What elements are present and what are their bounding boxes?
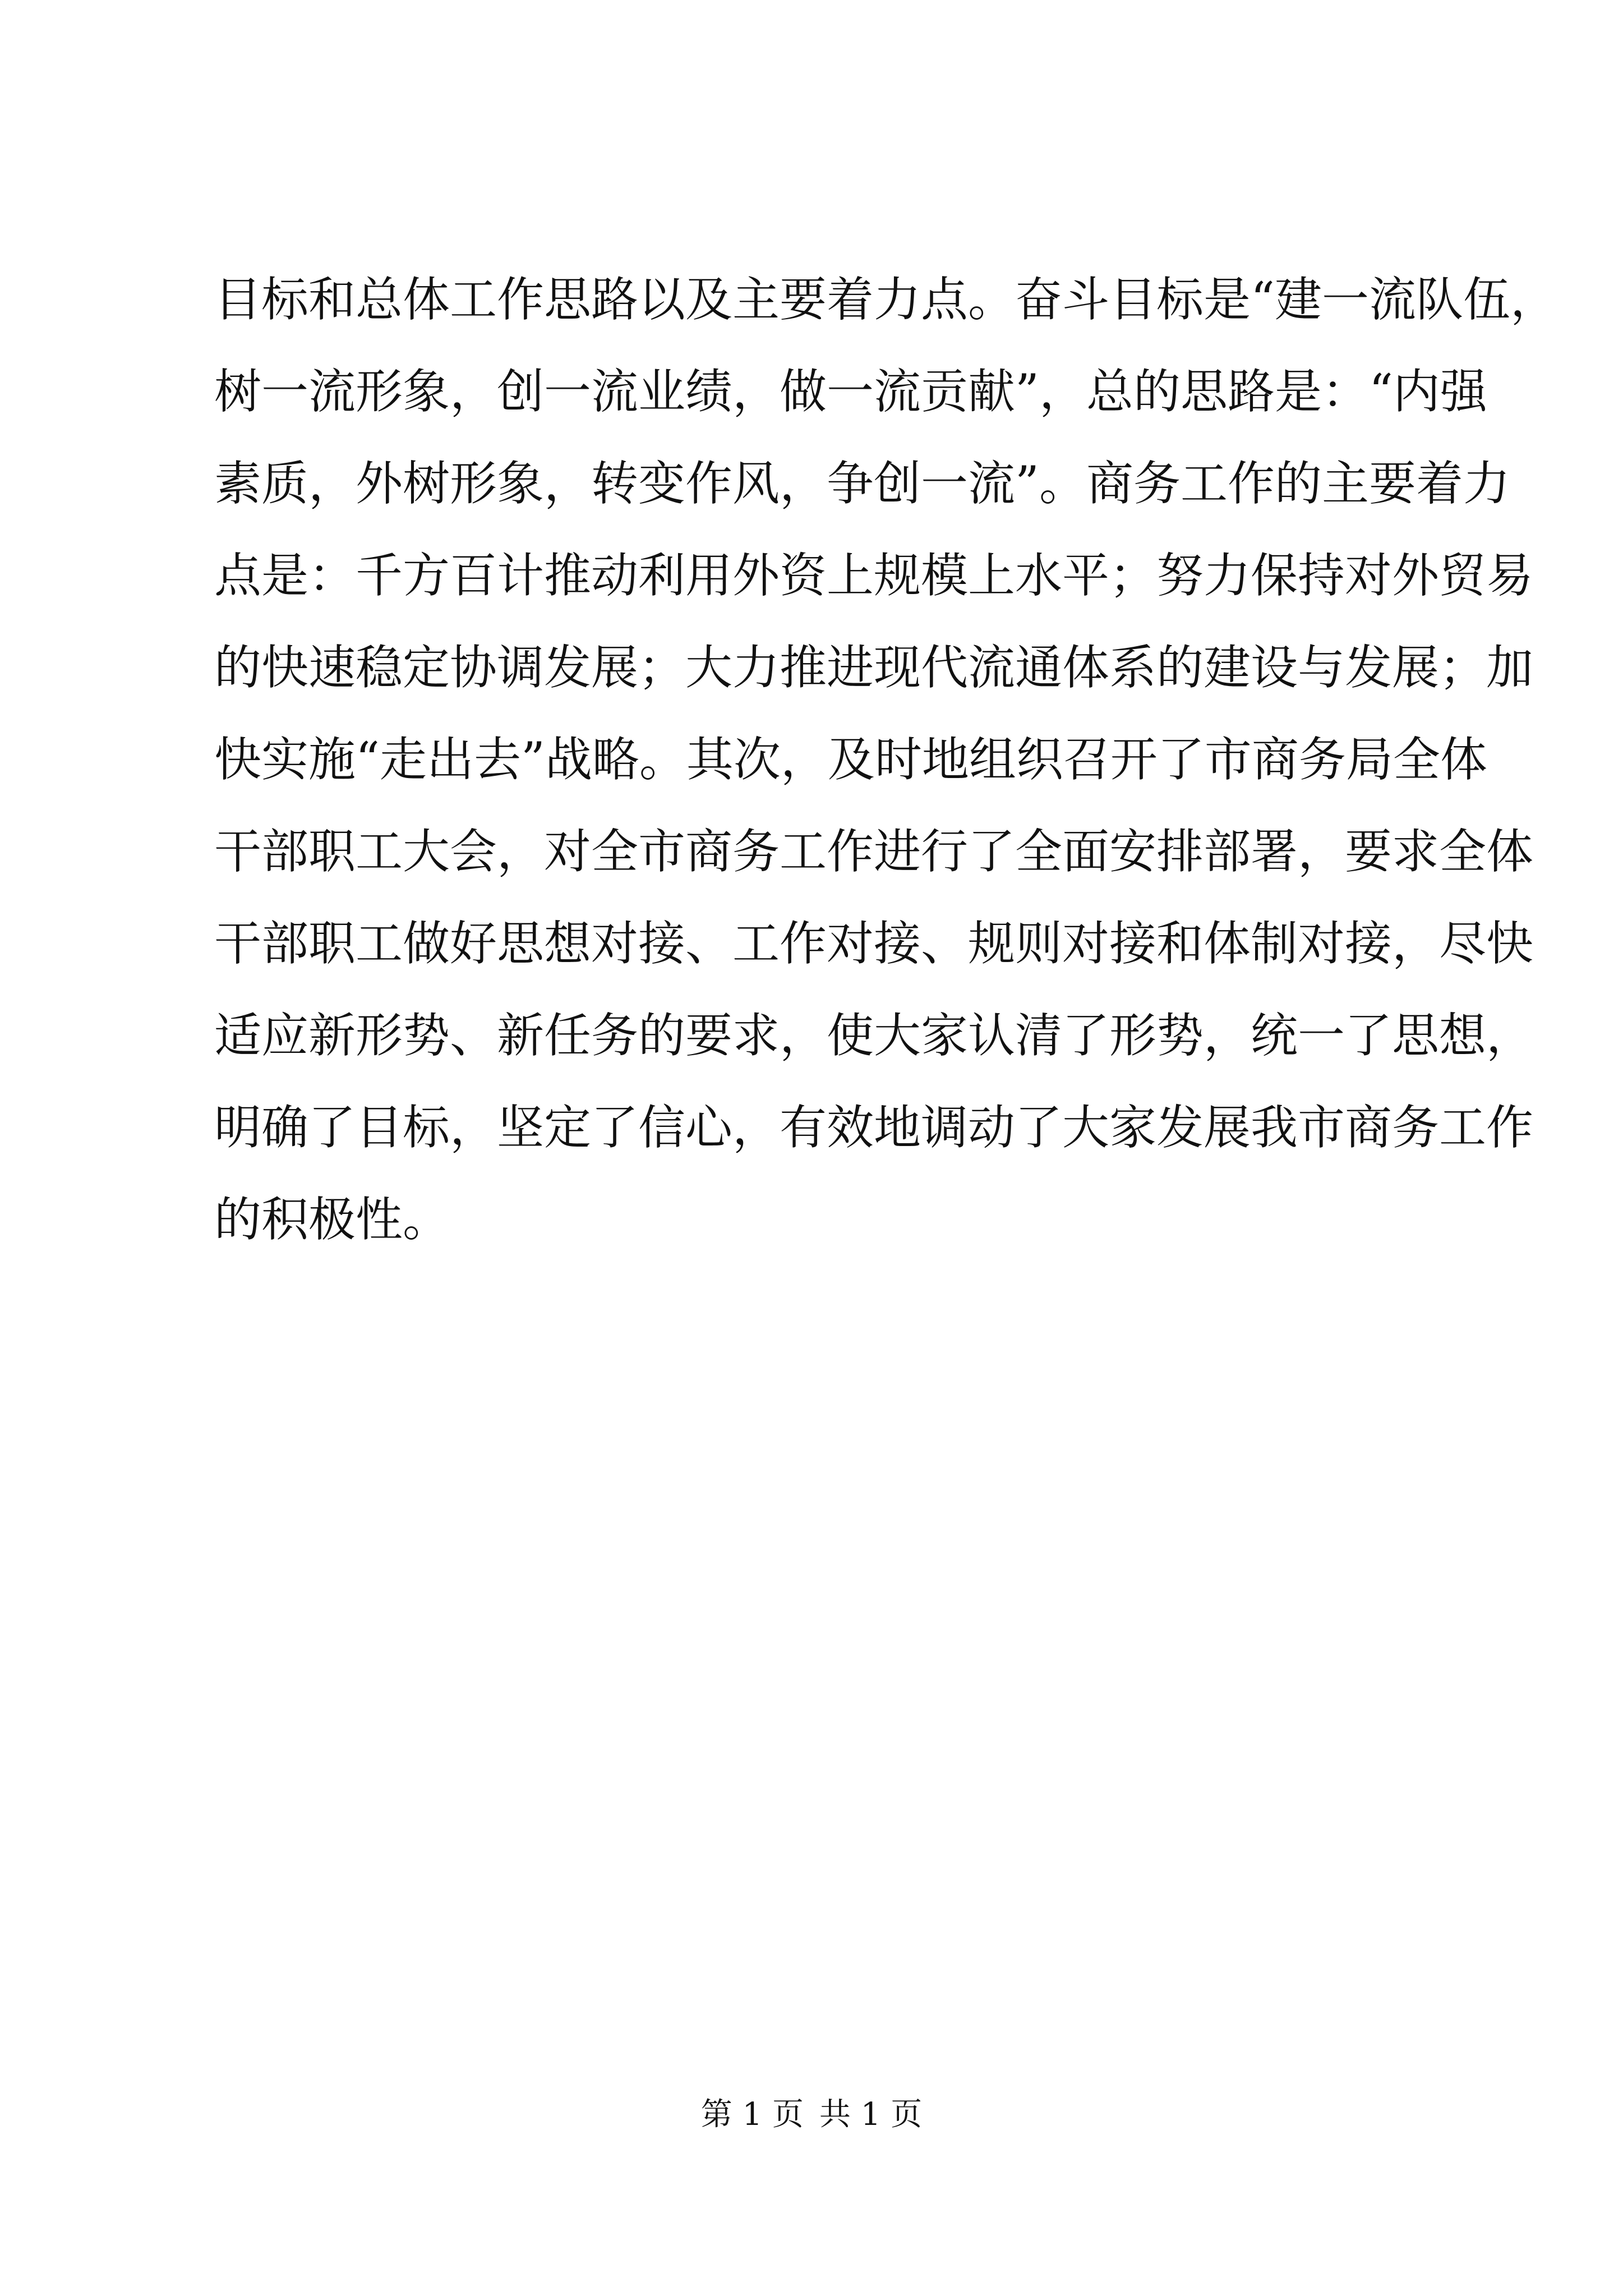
text-line: 树一流形象，创一流业绩，做一流贡献”，总的思路是：“内强 xyxy=(214,364,1487,419)
text-line: 的积极性。 xyxy=(214,1192,450,1247)
text-line: 点是：千方百计推动利用外资上规模上水平；努力保持对外贸易 xyxy=(214,548,1534,603)
page-total: 共 1 页 xyxy=(819,2096,923,2133)
text-line: 快实施“走出去”战略。其次，及时地组织召开了市商务局全体 xyxy=(214,732,1487,787)
text-line: 适应新形势、新任务的要求，使大家认清了形势，统一了思想， xyxy=(214,1008,1534,1063)
text-line: 的快速稳定协调发展；大力推进现代流通体系的建设与发展；加 xyxy=(214,640,1534,695)
text-line: 干部职工大会，对全市商务工作进行了全面安排部署，要求全体 xyxy=(214,824,1534,879)
text-line: 素质，外树形象，转变作风，争创一流”。商务工作的主要着力 xyxy=(214,456,1510,511)
page-number: 第 1 页 xyxy=(700,2096,804,2133)
text-line: 目标和总体工作思路以及主要着力点。奋斗目标是“建一流队伍， xyxy=(214,272,1557,327)
body-paragraph xyxy=(214,254,1557,1266)
page-footer xyxy=(0,2092,1623,2137)
text-line: 明确了目标，坚定了信心，有效地调动了大家发展我市商务工作 xyxy=(214,1100,1534,1155)
text-line: 干部职工做好思想对接、工作对接、规则对接和体制对接，尽快 xyxy=(214,916,1534,971)
